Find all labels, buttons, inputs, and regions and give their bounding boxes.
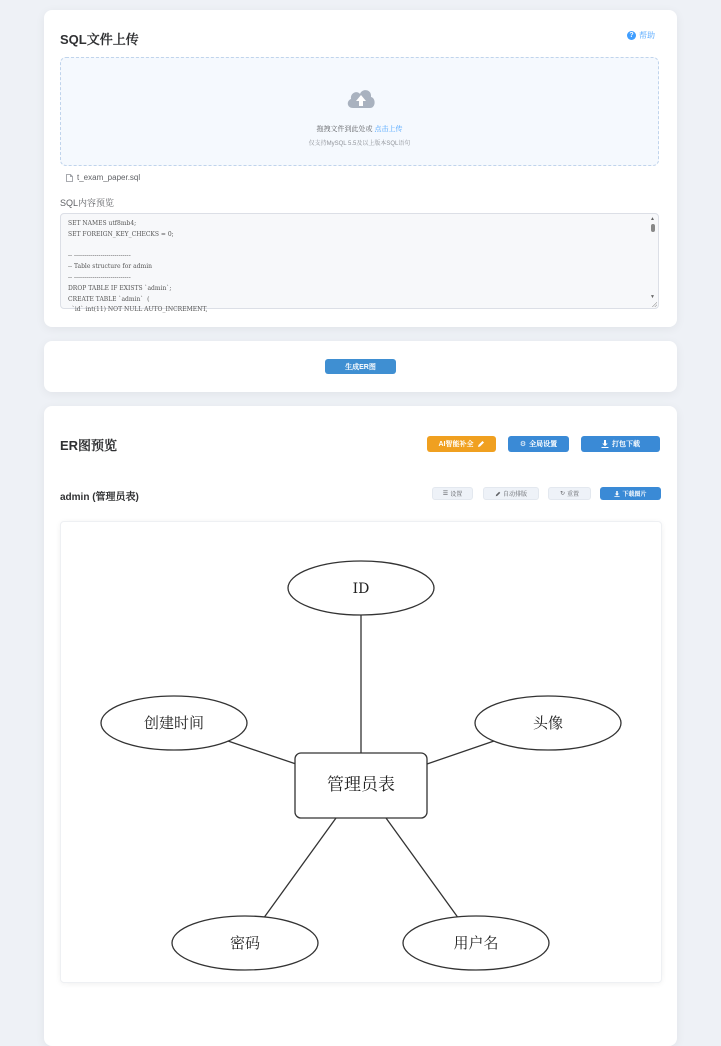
attribute-password-label: 密码	[229, 934, 261, 952]
help-icon: ?	[627, 31, 636, 40]
attribute-created-time-label: 创建时间	[143, 714, 205, 732]
entity-node[interactable]	[295, 753, 427, 818]
dropzone-text	[61, 124, 658, 134]
er-diagram	[61, 522, 661, 982]
uploaded-file-item[interactable]	[66, 173, 140, 182]
er-preview-card	[44, 406, 677, 1046]
connector-avatar	[427, 741, 494, 764]
attribute-id[interactable]	[288, 561, 434, 615]
attribute-avatar-label: 头像	[532, 714, 564, 732]
attribute-username-label: 用户名	[453, 934, 499, 952]
auto-layout-button[interactable]	[483, 487, 539, 500]
table-settings-button[interactable]	[432, 487, 473, 500]
gear-icon: ⚙	[519, 441, 527, 448]
ai-complete-button[interactable]	[427, 436, 496, 452]
download-all-label: 打包下载	[612, 441, 640, 448]
generate-card	[44, 341, 677, 392]
connector-created-time	[228, 741, 296, 764]
help-link[interactable]	[627, 30, 655, 41]
refresh-icon: ↻	[559, 491, 565, 497]
table-name: admin (管理员表)	[60, 492, 139, 503]
dropzone-tip: 仅支持MySQL 5.5及以上版本SQL语句	[308, 141, 411, 147]
table-settings-label: 设置	[450, 492, 463, 498]
er-diagram-canvas[interactable]	[60, 521, 662, 983]
upload-title: SQL文件上传	[60, 32, 139, 47]
connector-password	[263, 818, 336, 919]
reset-button[interactable]	[548, 487, 591, 500]
download-image-label: 下载图片	[622, 492, 647, 498]
cloud-upload-icon	[345, 86, 377, 110]
sql-preview-label: SQL内容预览	[60, 198, 115, 208]
file-name: t_exam_paper.sql	[77, 173, 141, 182]
sql-scrollbar[interactable]	[648, 214, 658, 308]
download-icon	[614, 491, 620, 497]
download-icon	[601, 440, 609, 448]
attribute-created-time[interactable]	[101, 696, 247, 750]
ai-complete-label: AI智能补全	[438, 441, 474, 448]
auto-layout-label: 自动排版	[502, 492, 527, 498]
pencil-icon	[495, 491, 501, 497]
download-image-button[interactable]	[600, 487, 661, 500]
preview-title: ER图预览	[60, 438, 118, 453]
pencil-icon	[477, 440, 485, 448]
help-label: 帮助	[639, 31, 655, 40]
global-settings-button[interactable]	[508, 436, 569, 452]
connector-username	[386, 818, 459, 919]
scroll-thumb[interactable]	[651, 224, 655, 232]
upload-dropzone[interactable]	[60, 57, 659, 166]
document-icon	[66, 174, 73, 182]
attribute-id-label: ID	[352, 581, 370, 597]
global-settings-label: 全局设置	[529, 441, 558, 448]
sql-preview-textarea[interactable]	[60, 213, 659, 314]
reset-label: 重置	[567, 492, 580, 498]
sliders-icon: ☰	[442, 491, 449, 497]
attribute-avatar[interactable]	[475, 696, 621, 750]
click-upload-link[interactable]: 点击上传	[374, 126, 403, 133]
attribute-password[interactable]	[172, 916, 318, 970]
attribute-username[interactable]	[403, 916, 549, 970]
scroll-up-icon[interactable]: ▲	[650, 216, 655, 222]
dropzone-hint: 拖拽文件到此处或	[316, 126, 373, 133]
sql-content: SET NAMES utf8mb4; SET FOREIGN_KEY_CHECKS = 0; -- ---------------------------- -- Table structure for admin -- ---------------------------- DROP TABLE IF EXISTS `admin`; CREATE TABLE `admin` ( `id` int(11) NOT NULL AUTO_INCREMENT,	[68, 220, 208, 314]
sql-upload-card	[44, 10, 677, 327]
scroll-down-icon[interactable]: ▼	[650, 294, 655, 300]
entity-label: 管理员表	[327, 775, 395, 795]
generate-er-button[interactable]: 生成ER图	[325, 359, 396, 374]
download-all-button[interactable]	[581, 436, 660, 452]
resize-handle[interactable]	[652, 302, 657, 307]
